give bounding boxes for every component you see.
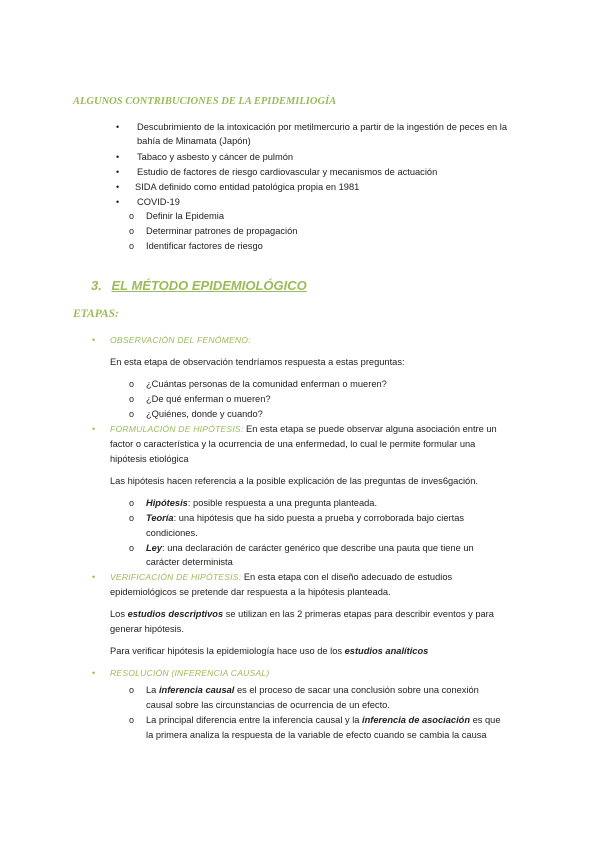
definition-text: carácter determinista	[146, 557, 233, 567]
list-item: Descubrimiento de la intoxicación por metilmercurio a partir de la ingestión de peces en la	[137, 122, 508, 132]
resolution-item	[146, 683, 479, 698]
etapas-heading: ETAPAS:	[73, 308, 119, 320]
sub-bullet-glyph: o	[129, 409, 135, 419]
list-item-cont: bahía de Minamata (Japón)	[137, 136, 251, 146]
definition-item	[146, 496, 377, 511]
paragraph: En esta etapa de observación tendríamos respuesta a estas preguntas:	[110, 357, 405, 367]
sub-list-item: Definir la Epidemia	[146, 211, 225, 221]
stage-label-formulacion: FORMULACIÓN DE HIPÓTESIS:	[110, 424, 244, 434]
sub-bullet-glyph: o	[129, 543, 135, 553]
list-item: COVID-19	[137, 197, 180, 207]
text-run: se utilizan en las 2 primeras etapas para describir eventos y para	[223, 609, 494, 619]
resolution-item	[146, 713, 501, 728]
stage-text: En esta etapa con el diseño adecuado de estudios	[241, 572, 453, 582]
bullet-glyph: •	[92, 668, 96, 678]
question-item: ¿Cuántas personas de la comunidad enferman o mueren?	[146, 379, 387, 389]
bullet-glyph: •	[116, 167, 120, 177]
emphasis: estudios descriptivos	[127, 609, 224, 619]
stage-label-resolucion: RESOLUCIÓN (INFERENCIA CAUSAL)	[110, 668, 270, 678]
resolution-item-cont: causal sobre las circunstancias de ocurrencia de un efecto.	[146, 700, 390, 710]
stage-label-verificacion: VERIFICACIÓN DE HIPÓTESIS:	[110, 572, 242, 582]
text-run: Los	[110, 609, 128, 619]
section-title: EL MÉTODO EPIDEMIOLÓGICO	[111, 278, 307, 293]
question-item: ¿De qué enferman o mueren?	[146, 394, 271, 404]
text-run: La	[146, 685, 159, 695]
sub-bullet-glyph: o	[129, 241, 135, 251]
bullet-glyph: •	[116, 182, 120, 192]
stage-text: En esta etapa se puede observar alguna asociación entre un	[243, 424, 497, 434]
definition-text: una hipótesis que ha sido puesta a prueba y corroborada bajo ciertas	[178, 513, 465, 523]
bullet-glyph: •	[92, 572, 96, 582]
sub-list-item: Determinar patrones de propagación	[146, 226, 298, 236]
stage-text: epidemiológicos se pretende dar respuesta a la hipótesis planteada.	[110, 587, 391, 597]
text-run: La principal diferencia entre la inferencia causal y la	[146, 715, 363, 725]
paragraph	[110, 644, 428, 659]
definition-sep: :	[162, 543, 168, 553]
sub-list-item: Identificar factores de riesgo	[146, 241, 263, 251]
paragraph	[110, 607, 494, 622]
paragraph: Las hipótesis hacen referencia a la posible explicación de las preguntas de inves6gación.	[110, 476, 478, 486]
stage-text: hipótesis etiológica	[110, 454, 189, 464]
question-item: ¿Quiénes, donde y cuando?	[146, 409, 263, 419]
definition-text: condiciones.	[146, 528, 198, 538]
sub-bullet-glyph: o	[129, 513, 135, 523]
bullet-glyph: •	[92, 335, 96, 345]
bullet-glyph: •	[116, 152, 120, 162]
definition-term: Teoría	[146, 513, 174, 523]
definition-term: Ley	[146, 543, 163, 553]
list-item: Tabaco y asbesto y cáncer de pulmón	[137, 152, 294, 162]
section-heading	[91, 278, 307, 293]
emphasis: estudios analíticos	[344, 646, 429, 656]
sub-bullet-glyph: o	[129, 715, 135, 725]
stage-verificacion-line	[110, 570, 452, 585]
sub-bullet-glyph: o	[129, 379, 135, 389]
stage-formulacion-line	[110, 422, 497, 437]
definition-sep: :	[173, 513, 179, 523]
definition-item	[146, 511, 464, 526]
text-run: es el proceso de sacar una conclusión sobre una conexión	[234, 685, 479, 695]
sub-bullet-glyph: o	[129, 211, 135, 221]
sub-bullet-glyph: o	[129, 498, 135, 508]
sub-bullet-glyph: o	[129, 394, 135, 404]
definition-item	[146, 541, 474, 556]
section-number: 3.	[91, 278, 102, 293]
list-item: SIDA definido como entidad patológica propia en 1981	[135, 182, 360, 192]
sub-bullet-glyph: o	[129, 226, 135, 236]
definition-text: una declaración de carácter genérico que describe una pauta que tiene un	[167, 543, 474, 553]
stage-label-observacion: OBSERVACIÓN DEL FENÓMENO:	[110, 335, 251, 345]
text-run: es que	[470, 715, 501, 725]
definition-term: Hipótesis	[146, 498, 188, 508]
bullet-glyph: •	[116, 122, 120, 132]
emphasis: inferencia de asociación	[362, 715, 471, 725]
paragraph-cont: generar hipótesis.	[110, 624, 184, 634]
resolution-item-cont: la primera analiza la respuesta de la variable de efecto cuando se cambia la causa	[146, 730, 487, 740]
emphasis: inferencia causal	[158, 685, 235, 695]
definition-sep: :	[187, 498, 194, 508]
stage-text: factor o característica y la ocurrencia de una enfermedad, lo cual le permite formular una	[110, 439, 476, 449]
bullet-glyph: •	[116, 197, 120, 207]
contributions-heading: ALGUNOS CONTRIBUCIONES DE LA EPIDEMILIOGÍA	[73, 96, 337, 107]
sub-bullet-glyph: o	[129, 685, 135, 695]
text-run: Para verificar hipótesis la epidemiología hace uso de los	[110, 646, 345, 656]
bullet-glyph: •	[92, 424, 96, 434]
list-item: Estudio de factores de riesgo cardiovascular y mecanismos de actuación	[137, 167, 438, 177]
definition-text: posible respuesta a una pregunta planteada.	[193, 498, 378, 508]
